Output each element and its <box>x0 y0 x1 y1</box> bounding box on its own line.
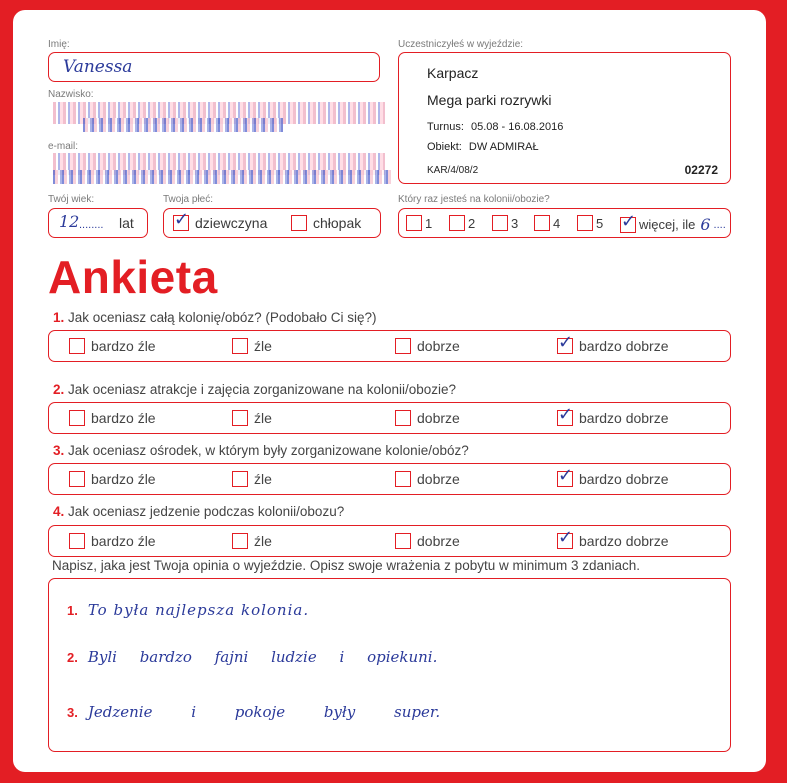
question-number: 3. <box>53 443 65 458</box>
times-option-1[interactable] <box>406 215 432 231</box>
opinion-line-1 <box>67 601 309 619</box>
times-checkbox-1[interactable] <box>406 215 422 231</box>
gender-label: Twoja płeć: <box>163 194 214 205</box>
surname-label: Nazwisko: <box>48 89 94 100</box>
times-option-more[interactable] <box>620 210 726 234</box>
name-label: Imię: <box>48 39 70 50</box>
rating-row-3 <box>48 463 731 495</box>
opinion-line-text: To była najlepsza kolonia. <box>87 601 310 619</box>
rating-option-very-bad[interactable] <box>69 403 156 433</box>
rating-label: źle <box>254 471 272 487</box>
opinion-box[interactable] <box>48 578 731 752</box>
rating-label: bardzo dobrze <box>579 410 669 426</box>
rating-option-good[interactable] <box>395 464 460 494</box>
rating-option-bad[interactable] <box>232 331 272 361</box>
question-2 <box>53 382 456 397</box>
checkmark-icon: ✓ <box>558 332 574 353</box>
gender-option-label: dziewczyna <box>195 215 268 231</box>
times-option-label: 1 <box>425 215 433 231</box>
rating-checkbox[interactable] <box>395 533 411 549</box>
rating-checkbox[interactable] <box>557 404 574 426</box>
checkmark-icon: ✓ <box>174 209 190 230</box>
rating-label: bardzo dobrze <box>579 533 669 549</box>
rating-checkbox[interactable] <box>232 471 248 487</box>
gender-field <box>163 208 381 238</box>
rating-option-bad[interactable] <box>232 464 272 494</box>
times-option-label: 4 <box>553 215 561 231</box>
age-label: Twój wiek: <box>48 194 95 205</box>
trip-obiekt <box>427 141 539 153</box>
email-redacted-scribble <box>53 170 393 184</box>
rating-label: dobrze <box>417 471 460 487</box>
opinion-line-text: Jedzenie i pokoje były super. <box>87 703 441 721</box>
question-text: Jak oceniasz całą kolonię/obóz? (Podobało Ci się?) <box>68 310 377 325</box>
gender-checkbox-boy[interactable] <box>291 215 307 231</box>
question-3 <box>53 443 469 458</box>
times-checkbox-2[interactable] <box>449 215 465 231</box>
rating-label: dobrze <box>417 533 460 549</box>
trip-label: Uczestniczyłeś w wyjeździe: <box>398 39 524 50</box>
email-label: e-mail: <box>48 141 79 152</box>
times-option-3[interactable] <box>492 215 518 231</box>
rating-label: bardzo dobrze <box>579 471 669 487</box>
times-checkbox-5[interactable] <box>577 215 593 231</box>
age-unit: lat <box>119 215 134 231</box>
rating-checkbox[interactable] <box>232 410 248 426</box>
question-4 <box>53 504 344 519</box>
rating-checkbox[interactable] <box>232 338 248 354</box>
rating-option-very-good[interactable] <box>557 464 669 494</box>
obiekt-value: DW ADMIRAŁ <box>468 141 539 153</box>
question-text: Jak oceniasz atrakcje i zajęcia zorganizowane na kolonii/obozie? <box>68 382 457 397</box>
rating-row-1 <box>48 330 731 362</box>
rating-checkbox[interactable] <box>395 471 411 487</box>
rating-label: dobrze <box>417 338 460 354</box>
age-value: 12 <box>59 212 80 231</box>
rating-checkbox[interactable] <box>69 410 85 426</box>
question-text: Jak oceniasz jedzenie podczas kolonii/obozu? <box>68 504 345 519</box>
opinion-prompt: Napisz, jaka jest Twoja opinia o wyjeździe. Opisz swoje wrażenia z pobytu w minimum 3 zdaniach. <box>52 558 641 573</box>
rating-checkbox[interactable] <box>557 527 574 549</box>
rating-option-very-bad[interactable] <box>69 331 156 361</box>
surname-redacted-scribble <box>83 118 283 132</box>
rating-label: źle <box>254 533 272 549</box>
times-dots: .... <box>713 218 726 231</box>
trip-place: Karpacz <box>427 65 479 81</box>
checkmark-icon: ✓ <box>621 210 637 232</box>
survey-title: Ankieta <box>48 251 218 303</box>
rating-option-bad[interactable] <box>232 403 272 433</box>
rating-label: źle <box>254 410 272 426</box>
age-dots: ........ <box>79 219 104 231</box>
rating-option-good[interactable] <box>395 331 460 361</box>
obiekt-label: Obiekt: <box>427 141 462 153</box>
trip-code: KAR/4/08/2 <box>427 165 479 176</box>
times-option-label: 5 <box>596 215 604 231</box>
gender-checkbox-girl[interactable] <box>173 209 190 231</box>
times-value: 6 <box>700 215 711 234</box>
rating-checkbox[interactable] <box>232 533 248 549</box>
times-option-label: 2 <box>468 215 476 231</box>
trip-turnus <box>427 121 563 133</box>
rating-label: bardzo źle <box>91 338 156 354</box>
trip-number: 02272 <box>684 163 718 177</box>
rating-option-very-bad[interactable] <box>69 464 156 494</box>
rating-row-2 <box>48 402 731 434</box>
gender-option-girl[interactable] <box>173 209 268 231</box>
age-field[interactable] <box>48 208 148 238</box>
rating-label: dobrze <box>417 410 460 426</box>
gender-option-boy[interactable] <box>291 215 361 231</box>
opinion-line-number: 2. <box>67 650 78 665</box>
turnus-label: Turnus: <box>427 121 464 133</box>
rating-checkbox[interactable] <box>69 338 85 354</box>
rating-label: bardzo źle <box>91 410 156 426</box>
rating-checkbox[interactable] <box>557 465 574 487</box>
rating-option-very-good[interactable] <box>557 403 669 433</box>
opinion-line-text: Byli bardzo fajni ludzie i opiekuni. <box>87 648 438 666</box>
opinion-line-3 <box>67 703 440 721</box>
question-text: Jak oceniasz ośrodek, w którym były zorganizowane kolonie/obóz? <box>68 443 469 458</box>
rating-option-very-good[interactable] <box>557 331 669 361</box>
question-number: 4. <box>53 504 65 519</box>
question-1 <box>53 310 376 325</box>
name-value: Vanessa <box>63 57 133 77</box>
question-number: 2. <box>53 382 65 397</box>
rating-label: bardzo źle <box>91 471 156 487</box>
name-field[interactable] <box>48 52 380 82</box>
times-checkbox-4[interactable] <box>534 215 550 231</box>
trip-box <box>398 52 731 184</box>
turnus-value: 05.08 - 16.08.2016 <box>470 121 564 133</box>
times-option-2[interactable] <box>449 215 475 231</box>
rating-option-good[interactable] <box>395 526 460 556</box>
opinion-line-number: 1. <box>67 603 78 618</box>
rating-checkbox[interactable] <box>69 533 85 549</box>
rating-option-very-good[interactable] <box>557 526 669 556</box>
rating-label: bardzo dobrze <box>579 338 669 354</box>
checkmark-icon: ✓ <box>558 404 574 425</box>
rating-option-bad[interactable] <box>232 526 272 556</box>
rating-option-very-bad[interactable] <box>69 526 156 556</box>
times-option-label: więcej, ile <box>639 217 696 232</box>
times-field <box>398 208 731 238</box>
times-checkbox-more[interactable] <box>620 210 637 233</box>
rating-label: źle <box>254 338 272 354</box>
opinion-line-2 <box>67 648 437 666</box>
opinion-line-number: 3. <box>67 705 78 720</box>
times-label: Który raz jesteś na kolonii/obozie? <box>398 194 550 205</box>
times-option-label: 3 <box>511 215 519 231</box>
question-number: 1. <box>53 310 65 325</box>
rating-row-4 <box>48 525 731 557</box>
rating-label: bardzo źle <box>91 533 156 549</box>
trip-name: Mega parki rozrywki <box>427 92 552 108</box>
times-option-5[interactable] <box>577 215 603 231</box>
survey-sheet <box>13 10 766 772</box>
times-option-4[interactable] <box>534 215 560 231</box>
rating-checkbox[interactable] <box>557 332 574 354</box>
rating-checkbox[interactable] <box>395 338 411 354</box>
rating-option-good[interactable] <box>395 403 460 433</box>
times-checkbox-3[interactable] <box>492 215 508 231</box>
rating-checkbox[interactable] <box>69 471 85 487</box>
checkmark-icon: ✓ <box>558 465 574 486</box>
gender-option-label: chłopak <box>313 215 362 231</box>
rating-checkbox[interactable] <box>395 410 411 426</box>
checkmark-icon: ✓ <box>558 527 574 548</box>
